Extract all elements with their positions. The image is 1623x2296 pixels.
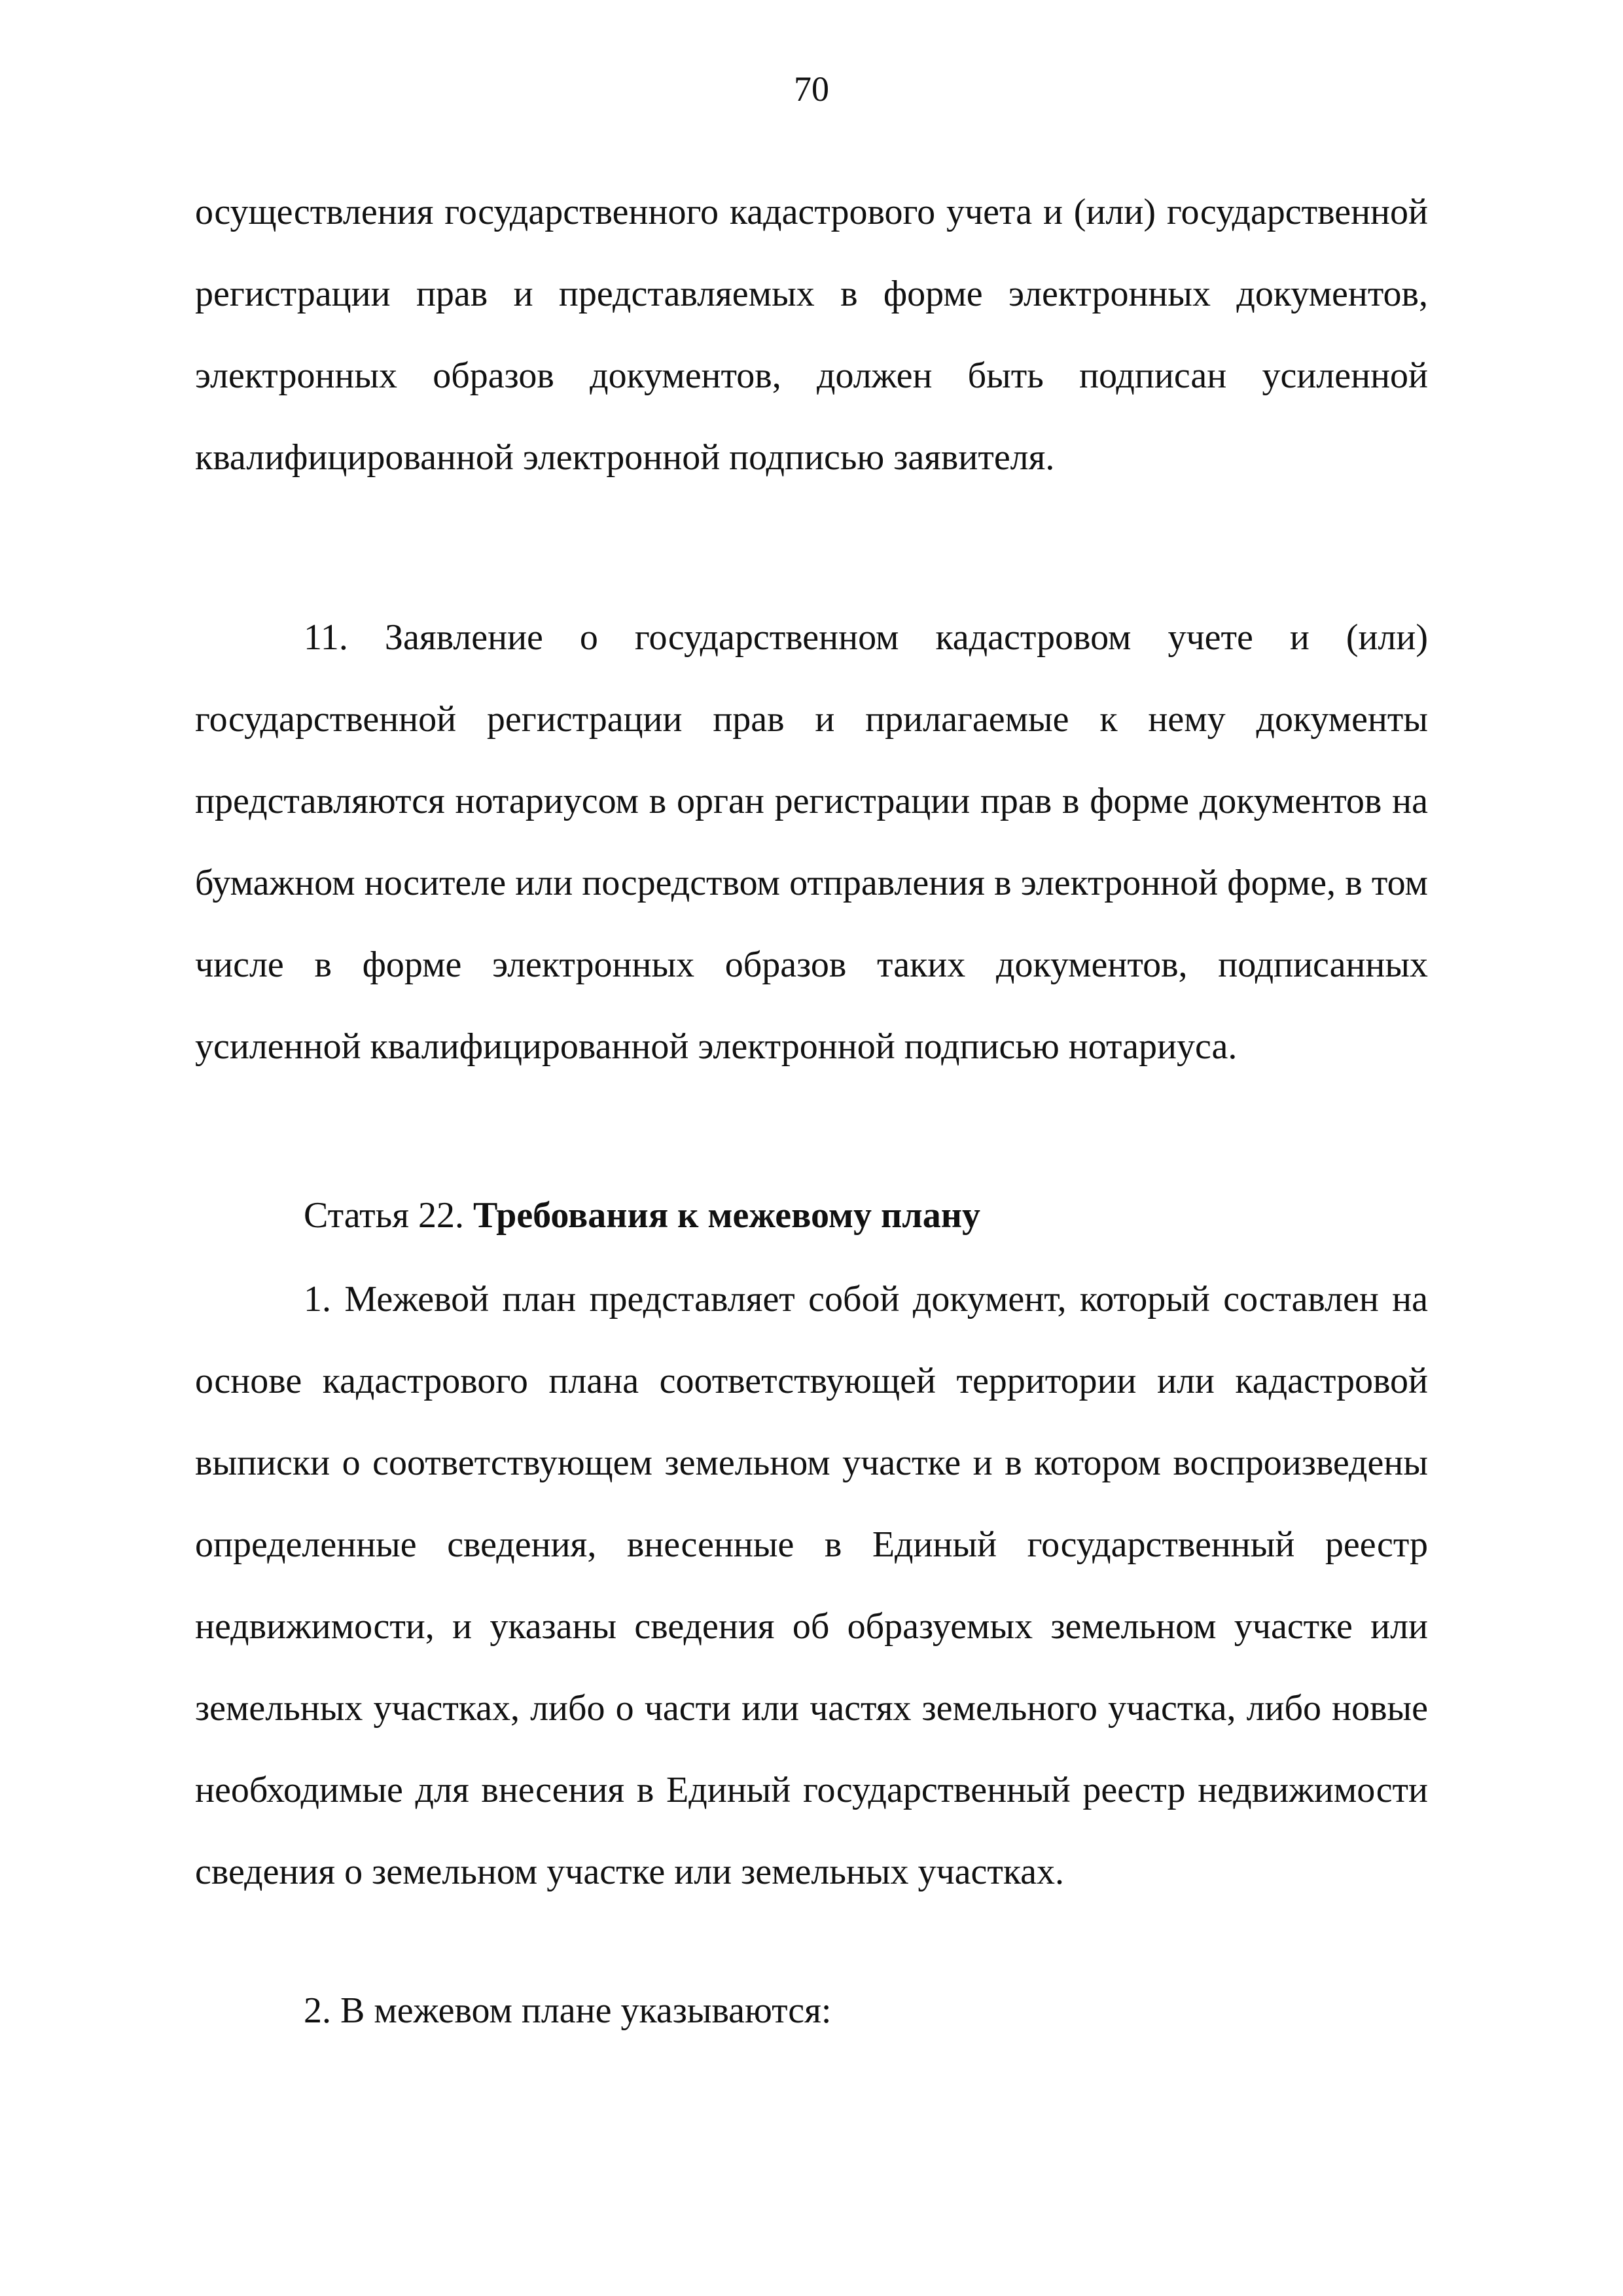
article-22-paragraph-1-block xyxy=(195,1259,1428,1913)
article-22-paragraph-2: 2. В межевом плане указываются: xyxy=(304,1990,832,2031)
article-heading-prefix: Статья 22. xyxy=(304,1195,464,1236)
article-heading xyxy=(195,1175,1428,1257)
article-heading-title: Требования к межевому плану xyxy=(473,1195,980,1236)
article-22-paragraph-1: 1. Межевой план представляет собой документ, который составлен на основе кадастрового плана соответствующей территории или кадастровой выписки о соответствующем земельном участке и в котором воспроизведены определенные сведения, внесенные в Единый государственный реестр недвижимости, и указаны сведения об образуемых земельном участке или земельных участках, либо о части или частях земельного участка, либо новые необходимые для внесения в Единый государственный реестр недвижимости сведения о земельном участке или земельных участках. xyxy=(195,1279,1428,1892)
paragraph-continuation: осуществления государственного кадастрового учета и (или) государственной регистрации прав и представляемых в форме электронных документов, электронных образов документов, должен быть подписан усиленной квалифицированной электронной подписью заявителя. xyxy=(195,192,1428,478)
paragraph-11: 11. Заявление о государственном кадастровом учете и (или) государственной регистрации прав и прилагаемые к нему документы представляются нотариусом в орган регистрации прав в форме документов на бумажном носителе или посредством отправления в электронной форме, в том числе в форме электронных образов таких документов, подписанных усиленной квалифицированной электронной подписью нотариуса. xyxy=(195,617,1428,1067)
article-22-paragraph-2-block xyxy=(195,1970,1428,2052)
paragraph-11-block xyxy=(195,597,1428,1088)
article-heading-block xyxy=(195,1175,1428,1257)
paragraph-continuation-block xyxy=(195,171,1428,499)
page-number: 70 xyxy=(794,69,829,109)
